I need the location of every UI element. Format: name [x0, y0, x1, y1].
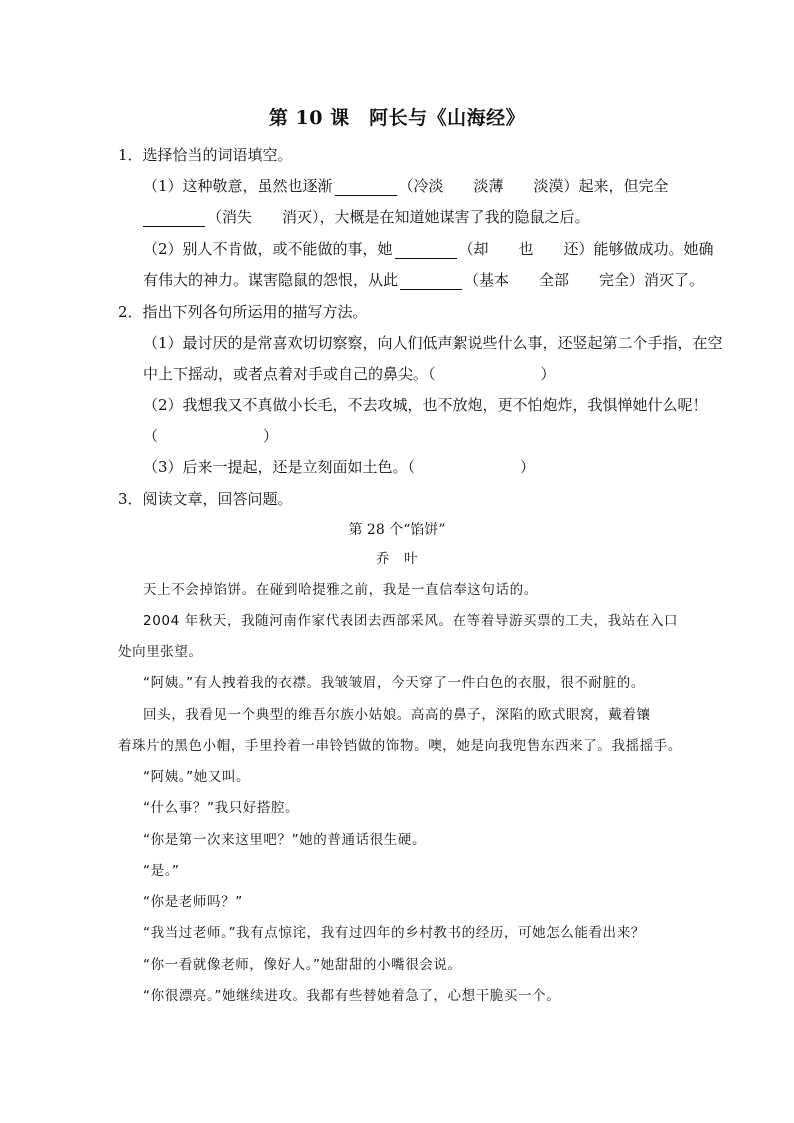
article-paragraph-continued: 处向里张望。	[118, 644, 203, 660]
question-2-item-3: （3）后来一提起，还是立刻面如土色。（ ）	[143, 458, 536, 476]
question-1-item-1-line-2	[143, 207, 590, 227]
q1-item1-text-b: （冷淡 淡薄 淡漠）起来，但完全	[398, 177, 669, 195]
question-1-item-2-line-2	[143, 270, 704, 290]
article-paragraph: “我当过老师。”我有点惊诧，我有过四年的乡村教书的经历，可她怎么能看出来？	[143, 925, 645, 941]
article-paragraph-continued: 着珠片的黑色小帽，手里拎着一串铃铛做的饰物。噢，她是向我兜售东西来了。我摇摇手。	[118, 738, 682, 754]
fill-blank[interactable]	[395, 243, 457, 259]
question-2-item-1-line-2: 中上下摇动，或者点着对手或自己的鼻尖。（ ）	[143, 365, 556, 383]
lesson-title: 第 10 课 阿长与《山海经》	[268, 107, 526, 129]
article-paragraph: “你是第一次来这里吧？”她的普通话很生硬。	[143, 832, 427, 848]
question-1-item-2-line-1	[143, 239, 714, 259]
article-paragraph: “阿姨。”有人拽着我的衣襟。我皱皱眉，今天穿了一件白色的衣服，很不耐脏的。	[143, 675, 645, 691]
article-paragraph: “你是老师吗？”	[143, 894, 243, 910]
question-2-item-2-line-2: （ ）	[143, 427, 279, 445]
fill-blank[interactable]	[143, 211, 205, 227]
article-paragraph: “什么事？”我只好搭腔。	[143, 800, 300, 816]
q1-item2-text-d: （基本 全部 完全）消灭了。	[464, 271, 705, 289]
article-paragraph: “你一看就像老师，像好人。”她甜甜的小嘴很会说。	[143, 957, 462, 973]
q1-item2-text-c: 有伟大的神力。谋害隐鼠的怨恨，从此	[143, 271, 399, 289]
question-3-stem: 3．阅读文章，回答问题。	[118, 490, 293, 508]
article-paragraph: “你很漂亮。”她继续进攻。我都有些替她着急了，心想干脆买一个。	[143, 988, 561, 1004]
question-2-item-2-line-1: （2）我想我又不真做小长毛，不去攻城，也不放炮，更不怕炮炸，我惧惮她什么呢！	[143, 396, 708, 414]
q1-item2-text-b: （却 也 还）能够做成功。她确	[458, 240, 714, 258]
article-author: 乔 叶	[375, 551, 419, 567]
fill-blank[interactable]	[335, 180, 397, 196]
fill-blank[interactable]	[400, 274, 462, 290]
q1-item2-text-a: （2）别人不肯做，或不能做的事，她	[143, 240, 393, 258]
question-1-item-1-line-1	[143, 176, 669, 196]
article-paragraph: “是。”	[143, 863, 180, 879]
article-paragraph: “阿姨。”她又叫。	[143, 769, 251, 785]
article-paragraph: 天上不会掉馅饼。在碰到哈提雅之前，我是一直信奉这句话的。	[143, 582, 538, 598]
q1-item1-text-c: （消失 消灭），大概是在知道她谋害了我的隐鼠之后。	[207, 208, 590, 226]
article-title: 第 28 个“馅饼”	[348, 522, 446, 538]
question-2-stem: 2．指出下列各句所运用的描写方法。	[118, 303, 368, 321]
article-paragraph: 2004 年秋天，我随河南作家代表团去西部采风。在等着导游买票的工夫，我站在入口	[143, 613, 679, 629]
question-2-item-1-line-1: （1）最讨厌的是常喜欢切切察察，向人们低声絮说些什么事，还竖起第二个手指，在空	[143, 334, 723, 352]
q1-item1-text-a: （1）这种敬意，虽然也逐渐	[143, 177, 333, 195]
question-1-stem: 1．选择恰当的词语填空。	[118, 146, 293, 164]
article-paragraph: 回头，我看见一个典型的维吾尔族小姑娘。高高的鼻子，深陷的欧式眼窝，戴着镶	[143, 707, 651, 723]
